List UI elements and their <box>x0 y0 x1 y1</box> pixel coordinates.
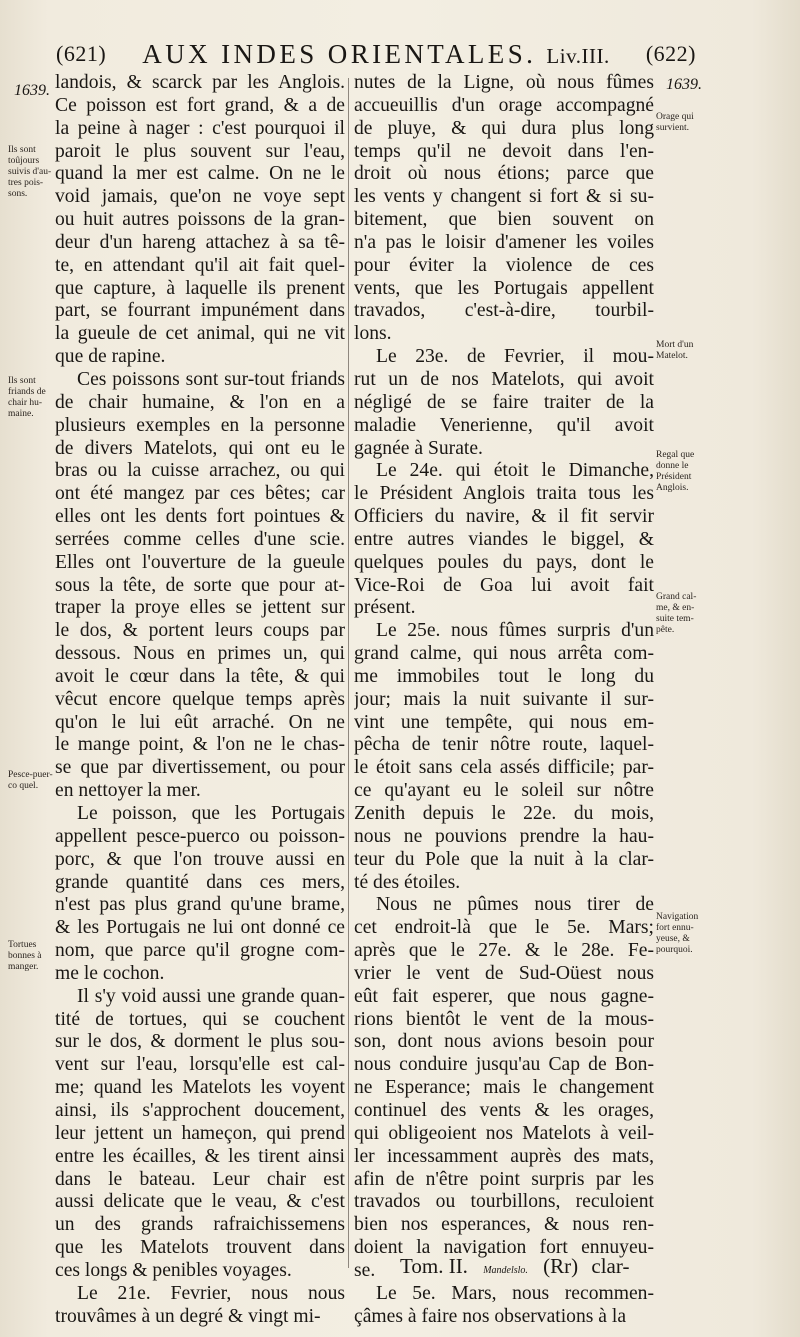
page-footer <box>400 1254 629 1279</box>
text-line: quand la mer est calme. On ne le <box>55 163 345 185</box>
text-line: ainsi, ils s'approchent doucement, <box>55 1099 345 1121</box>
text-line: porc, & que l'on trouve aussi en <box>55 848 345 870</box>
text-line: rut un de nos Matelots, qui avoit <box>354 368 654 390</box>
margin-note-line: pourquoi. <box>656 945 693 955</box>
text-line: deur d'un hareng attachez à sa tê- <box>55 231 345 253</box>
margin-note <box>8 145 52 200</box>
margin-note-line: toûjours <box>8 156 40 166</box>
text-line: bras ou la cuisse arrachez, ou qui <box>55 460 345 482</box>
margin-note-line: Navigation <box>656 912 699 922</box>
text-line: le dos, & portent leurs coups par <box>55 620 345 642</box>
catchword: clar- <box>591 1254 630 1278</box>
text-line: temps qu'il ne devoit dans l'en- <box>354 140 654 162</box>
text-line: çâmes à faire nos observations à la <box>354 1305 627 1327</box>
text-line: quelques poules du pays, dont le <box>354 551 654 573</box>
margin-note-line: donne le <box>656 461 689 471</box>
year-right: 1639. <box>666 76 702 93</box>
text-line: que les Matelots trouvent dans <box>55 1237 345 1259</box>
text-line: négligé de se faire traiter de la <box>354 391 654 413</box>
margin-note-line: suite tem- <box>656 614 694 624</box>
text-line: Le 23e. de Fevrier, il mou- <box>376 346 654 368</box>
text-line: aussi delicate que le veau, & c'est <box>55 1191 345 1213</box>
column-divider <box>348 78 349 1268</box>
text-line: Ces poissons sont sur-tout friands <box>77 368 345 390</box>
text-line: Le poisson, que les Portugais <box>77 803 345 824</box>
text-line: te, en attendant qu'il ait fait quel- <box>55 254 345 276</box>
right-text-column <box>354 72 654 1328</box>
text-line: grande quantité dans ces mers, <box>55 871 345 893</box>
text-line: présent. <box>354 597 416 619</box>
text-line: rions bientôt le vent de la mous- <box>354 1008 654 1030</box>
margin-note-line: pête. <box>656 625 675 635</box>
margin-note <box>656 592 712 636</box>
text-line: se que par divertissement, ou pour <box>55 757 345 779</box>
text-line: afin de n'être point surpris par les <box>354 1168 654 1190</box>
text-line: droit où nous étions; parce que <box>354 163 654 185</box>
text-line: teur du Pole que la nuit à la clar- <box>354 848 654 870</box>
volume-label: Tom. II. <box>400 1254 468 1278</box>
text-line: vents, que les Portugais appellent <box>354 277 654 299</box>
text-line: ne Esperance; mais le changement <box>354 1077 654 1099</box>
text-line: sur le dos, & dorment le plus sou- <box>55 1031 345 1053</box>
text-line: serrées comme celles d'une scie. <box>55 528 345 550</box>
text-line: Il s'y void aussi une grande quan- <box>77 985 345 1007</box>
margin-note-line: maine. <box>8 409 34 419</box>
text-line: paroit le plus souvent sur l'eau, <box>55 140 345 162</box>
text-line: Le 25e. nous fûmes surpris d'un <box>376 620 654 642</box>
margin-note <box>656 912 712 956</box>
left-text-column <box>55 72 345 1328</box>
text-line: accueuillis d'un orage accompagné <box>354 94 654 116</box>
running-header <box>56 34 696 74</box>
text-line: travados ou tourbillons, reculoient <box>354 1191 654 1213</box>
text-line: ou huit autres poissons de la gran- <box>55 209 345 231</box>
margin-note-line: Matelot. <box>656 351 688 361</box>
text-line: elles ont les dents fort pointues & <box>55 506 345 528</box>
text-line: la gueule de cet animal, qui ne vit <box>55 323 345 345</box>
text-line: que capture, à laquelle ils prenent <box>55 277 345 299</box>
text-line: vrier le vent de Sud-Oüest nous <box>354 962 654 984</box>
margin-note-line: Tortues <box>8 940 37 950</box>
text-line: nous ne pouvions prendre la hau- <box>354 825 654 847</box>
text-line: traper la proye elles se jettent sur <box>55 597 345 619</box>
text-line: té des étoiles. <box>354 871 461 893</box>
text-line: nutes de la Ligne, où nous fûmes <box>354 72 654 93</box>
text-line: bitement, que bien souvent on <box>354 209 654 231</box>
margin-note-line: manger. <box>8 962 39 972</box>
text-line: continuel des vents & les orages, <box>354 1099 654 1121</box>
text-line: leur jettent un hameçon, qui prend <box>55 1122 345 1144</box>
printer-mark: Mandelslo. <box>483 1265 528 1276</box>
text-line: ler incessamment auprès des mats, <box>354 1145 654 1167</box>
text-line: de pluye, & qui dura plus long <box>354 117 654 139</box>
text-line: après que le 27e. & le 28e. Fe- <box>354 940 654 962</box>
text-line: Ce poisson est fort grand, & a de <box>55 94 345 116</box>
margin-note-line: Président <box>656 472 692 482</box>
text-line: ces longs & penibles voyages. <box>55 1259 292 1281</box>
text-line: qui obligeoient nos Matelots à veil- <box>354 1122 654 1144</box>
text-line: part, se fourrant impunément dans <box>55 300 345 322</box>
margin-note <box>656 340 712 362</box>
text-line: jour; mais la nuit suivante il sur- <box>354 688 654 710</box>
text-line: vêcut encore quelque temps après <box>55 688 345 710</box>
running-title <box>142 39 609 70</box>
year-left: 1639. <box>14 82 50 99</box>
text-line: qu'on le lui eût arraché. On ne <box>55 711 345 733</box>
margin-note-line: tres pois- <box>8 178 44 188</box>
margin-note-line: Regal que <box>656 450 695 460</box>
text-line: que de rapine. <box>55 346 166 368</box>
text-line: plusieurs exemples en la personne <box>55 414 345 436</box>
text-line: en nettoyer la mer. <box>55 780 201 802</box>
signature-mark: (Rr) <box>543 1254 579 1278</box>
text-line: Officiers du navire, & il fit servir <box>354 506 654 528</box>
text-line: pour éviter la violence de ces <box>354 254 654 276</box>
margin-note-line: Ils sont <box>8 376 36 386</box>
text-line: le Président Anglois traita tous les <box>354 483 654 505</box>
text-line: Le 5e. Mars, nous recommen- <box>376 1282 654 1304</box>
text-line: grand calme, qui nous arrêta com- <box>354 643 654 665</box>
text-line: Zenith depuis le 22e. du mois, <box>354 803 654 824</box>
text-line: maladie Venerienne, qu'il avoit <box>354 414 654 436</box>
book-number: Liv.III. <box>546 43 610 68</box>
text-line: travados, c'est-à-dire, tourbil- <box>354 300 654 322</box>
text-line: me immobiles tout le long du <box>354 665 654 687</box>
margin-note <box>8 770 52 792</box>
text-line: dessous. Nous en primes un, qui <box>55 643 345 665</box>
text-line: les vents y changent si fort & si su- <box>354 186 654 208</box>
text-line: ont été mangez par ces bêtes; car <box>55 483 345 505</box>
text-line: eût fait esperer, que nous gagne- <box>354 985 654 1007</box>
text-line: ce qu'ayant eu le soleil sur nôtre <box>354 780 654 802</box>
text-line: & les Portugais ne lui ont donné ce <box>55 917 345 939</box>
margin-note-line: Mort d'un <box>656 340 694 350</box>
text-line: Le 21e. Fevrier, nous nous <box>77 1282 345 1304</box>
running-title-text: AUX INDES ORIENTALES. <box>142 38 537 69</box>
text-line: doient la navigation fort ennuyeu- <box>354 1237 654 1259</box>
margin-note-line: sons. <box>8 189 28 199</box>
text-line: de divers Matelots, qui ont eu le <box>55 437 345 459</box>
text-line: landois, & scarck par les Anglois. <box>55 72 345 93</box>
text-line: lons. <box>354 323 392 345</box>
text-line: Nous ne pûmes nous tirer de <box>376 894 654 916</box>
margin-note-line: Ils sont <box>8 145 36 155</box>
text-line: Le 24e. qui étoit le Dimanche, <box>376 460 654 482</box>
margin-note-line: suivis d'au- <box>8 167 52 177</box>
margin-note-line: bonnes à <box>8 951 42 961</box>
page-number-right: (622) <box>645 41 696 66</box>
text-line: le mange point, & l'on ne le chas- <box>55 734 345 756</box>
margin-note-line: Grand cal- <box>656 592 697 602</box>
margin-note <box>656 112 712 134</box>
text-line: void jamais, que'on ne voye sept <box>55 186 345 208</box>
text-line: bien nos esperances, & nous ren- <box>354 1214 654 1236</box>
text-line: tité de tortues, qui se couchent <box>55 1008 345 1030</box>
text-line: me le cochon. <box>55 962 165 984</box>
text-line: avoit le cœur dans la tête, & qui <box>55 665 345 687</box>
text-line: cet endroit-là que le 5e. Mars; <box>354 917 654 939</box>
page-number-left: (621) <box>56 41 107 66</box>
text-line: se. <box>354 1259 376 1281</box>
text-line: vint une tempête, qui nous em- <box>354 711 654 733</box>
text-line: n'est pas plus grand qu'une brame, <box>55 894 345 916</box>
text-line: le étoit sans cela assés difficile; par- <box>354 757 654 779</box>
text-line: vent sur l'eau, lorsqu'elle est cal- <box>55 1054 345 1076</box>
margin-note-line: me, & en- <box>656 603 695 613</box>
text-line: Elles ont l'ouverture de la gueule <box>55 551 345 573</box>
text-line: entre autres viandes le biggel, & <box>354 528 654 550</box>
margin-note-line: fort ennu- <box>656 923 694 933</box>
text-line: appellent pesce-puerco ou poisson- <box>55 825 345 847</box>
margin-note-line: chair hu- <box>8 398 43 408</box>
text-line: de chair humaine, & l'on en a <box>55 391 345 413</box>
text-line: entre les écailles, & les tirent ainsi <box>55 1145 345 1167</box>
text-line: sous la tête, de sorte que pour at- <box>55 574 345 596</box>
text-line: nom, que parce qu'il grogne com- <box>55 940 345 962</box>
margin-note-line: co quel. <box>8 781 39 791</box>
margin-note-line: Anglois. <box>656 483 689 493</box>
margin-note-line: yeuse, & <box>656 934 690 944</box>
text-line: la peine à nager : c'est pourquoi il <box>55 117 345 139</box>
margin-note-line: Pesce-puer- <box>8 770 53 780</box>
margin-note-line: friands de <box>8 387 46 397</box>
text-line: nous conduire jusqu'au Cap de Bon- <box>354 1054 654 1076</box>
text-line: trouvâmes à un degré & vingt mi- <box>55 1305 321 1327</box>
margin-note <box>8 940 52 973</box>
margin-note <box>8 376 52 420</box>
text-line: Vice-Roi de Goa lui avoit fait <box>354 574 654 596</box>
margin-note <box>656 450 712 494</box>
text-line: pêcha de tenir nôtre route, laquel- <box>354 734 654 756</box>
text-line: un des grands rafraichissemens <box>55 1214 345 1236</box>
text-line: son, dont nous avions besoin pour <box>354 1031 654 1053</box>
margin-note-line: Orage qui <box>656 112 694 122</box>
margin-note-line: survient. <box>656 123 689 133</box>
text-line: n'a pas le loisir d'amener les voiles <box>354 231 654 253</box>
text-line: me; quand les Matelots les voyent <box>55 1077 345 1099</box>
text-line: gagnée à Surate. <box>354 437 483 459</box>
text-line: dans le bateau. Leur chair est <box>55 1168 345 1190</box>
